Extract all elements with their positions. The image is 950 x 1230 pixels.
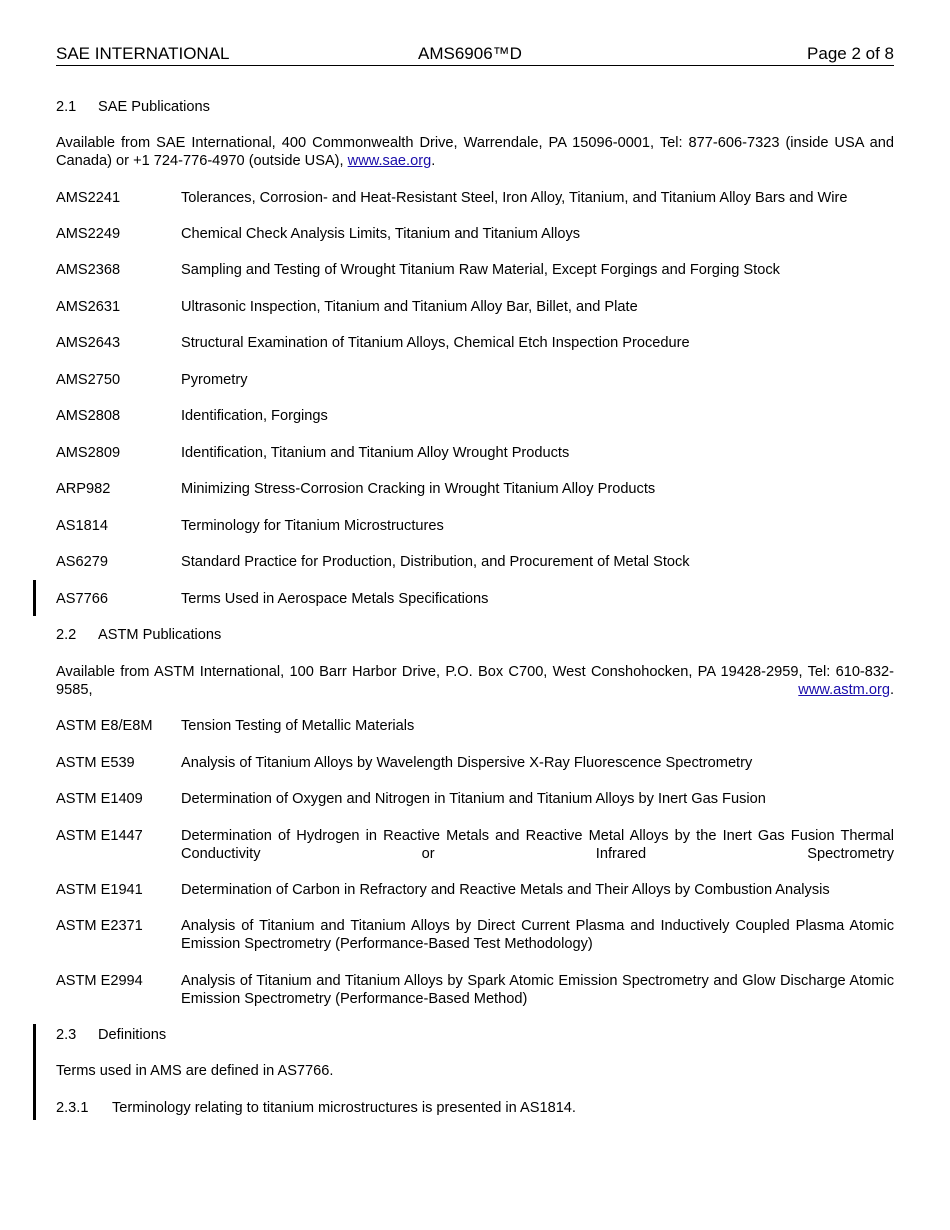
reference-code: ASTM E2371 [56, 918, 143, 934]
reference-code: AS7766 [56, 591, 108, 607]
reference-title: Analysis of Titanium and Titanium Alloys by Spark Atomic Emission Spectrometry and Glow Discharge Atomic Emission Spectrometry (Performance-Based Method) [181, 973, 894, 1007]
reference-title: Sampling and Testing of Wrought Titanium Raw Material, Except Forgings and Forging Stock [181, 262, 780, 278]
section-title: ASTM Publications [98, 627, 222, 643]
subsection-number: 2.3.1 [56, 1100, 89, 1116]
page-header [56, 44, 894, 66]
reference-code: AS1814 [56, 518, 108, 534]
sae-link[interactable]: www.sae.org [347, 153, 432, 169]
reference-title: Minimizing Stress-Corrosion Cracking in Wrought Titanium Alloy Products [181, 481, 656, 497]
availability-text: Available from ASTM International, 100 Barr Harbor Drive, P.O. Box C700, West Conshohocken, PA 19428-2959, Tel: 610-832-9585, [56, 664, 894, 698]
reference-title: Ultrasonic Inspection, Titanium and Titanium Alloy Bar, Billet, and Plate [181, 299, 638, 315]
section-heading-2-1 [56, 98, 210, 116]
availability-text: Available from SAE International, 400 Commonwealth Drive, Warrendale, PA 15096-0001, Tel: 877-606-7323 (inside USA and Canada) or +1 724-776-4970 (outside USA), [56, 135, 894, 169]
reference-code: AMS2368 [56, 262, 121, 278]
reference-code: AMS2643 [56, 335, 121, 351]
astm-link[interactable]: www.astm.org [798, 682, 890, 698]
change-bar [33, 1024, 36, 1120]
reference-code: AMS2241 [56, 190, 121, 206]
section-number: 2.2 [56, 627, 77, 643]
section-heading-2-3 [56, 1026, 166, 1044]
reference-title: Tolerances, Corrosion- and Heat-Resistant Steel, Iron Alloy, Titanium, and Titanium Alloy Bars and Wire [181, 190, 848, 206]
reference-title: Chemical Check Analysis Limits, Titanium and Titanium Alloys [181, 226, 581, 242]
reference-code: ASTM E1941 [56, 882, 143, 898]
change-bar [33, 580, 36, 616]
definitions-paragraph: Terms used in AMS are defined in AS7766. [56, 1063, 334, 1079]
reference-title: Identification, Titanium and Titanium Alloy Wrought Products [181, 445, 570, 461]
reference-code: ASTM E8/E8M [56, 718, 153, 734]
reference-code: AMS2750 [56, 372, 121, 388]
reference-code: ASTM E1409 [56, 791, 143, 807]
availability-paragraph-sae: Available from SAE International, 400 Commonwealth Drive, Warrendale, PA 15096-0001, Tel: 877-606-7323 (inside USA and Canada) or +1 724-776-4970 (outside USA), www.sae.org. [56, 135, 894, 169]
reference-title: Standard Practice for Production, Distribution, and Procurement of Metal Stock [181, 554, 690, 570]
reference-title: Pyrometry [181, 372, 248, 388]
header-page-number: Page 2 of 8 [807, 44, 894, 63]
section-number: 2.1 [56, 99, 77, 115]
reference-title: Terminology for Titanium Microstructures [181, 518, 444, 534]
section-title: Definitions [98, 1027, 167, 1043]
reference-code: ASTM E1447 [56, 828, 143, 844]
reference-code: AMS2808 [56, 408, 121, 424]
reference-title: Terms Used in Aerospace Metals Specifications [181, 591, 489, 607]
header-doc-number: AMS6906™D [418, 44, 522, 63]
reference-title: Analysis of Titanium Alloys by Wavelength Dispersive X-Ray Fluorescence Spectrometry [181, 755, 753, 771]
reference-title: Tension Testing of Metallic Materials [181, 718, 415, 734]
subsection-text: Terminology relating to titanium microstructures is presented in AS1814. [112, 1100, 576, 1116]
reference-title: Identification, Forgings [181, 408, 328, 424]
reference-code: ASTM E539 [56, 755, 135, 771]
reference-code: AMS2249 [56, 226, 121, 242]
subsection-2-3-1 [56, 1099, 576, 1117]
section-number: 2.3 [56, 1027, 77, 1043]
reference-code: ARP982 [56, 481, 111, 497]
reference-title: Determination of Carbon in Refractory and Reactive Metals and Their Alloys by Combustion Analysis [181, 882, 830, 898]
section-title: SAE Publications [98, 99, 210, 115]
reference-code: ASTM E2994 [56, 973, 143, 989]
reference-code: AS6279 [56, 554, 108, 570]
header-org: SAE INTERNATIONAL [56, 44, 230, 63]
reference-code: AMS2631 [56, 299, 121, 315]
reference-code: AMS2809 [56, 445, 121, 461]
reference-title: Determination of Oxygen and Nitrogen in Titanium and Titanium Alloys by Inert Gas Fusion [181, 791, 766, 807]
reference-title: Analysis of Titanium and Titanium Alloys by Direct Current Plasma and Inductively Coupled Plasma Atomic Emission Spectrometry (Performance-Based Test Methodology) [181, 918, 894, 952]
reference-title: Structural Examination of Titanium Alloys, Chemical Etch Inspection Procedure [181, 335, 690, 351]
reference-title: Determination of Hydrogen in Reactive Metals and Reactive Metal Alloys by the Inert Gas Fusion Thermal Conductivity or Infrared Spectrometry [181, 828, 894, 862]
section-heading-2-2 [56, 626, 221, 644]
availability-paragraph-astm: Available from ASTM International, 100 Barr Harbor Drive, P.O. Box C700, West Conshohocken, PA 19428-2959, Tel: 610-832-9585, www.astm.org. [56, 664, 894, 698]
